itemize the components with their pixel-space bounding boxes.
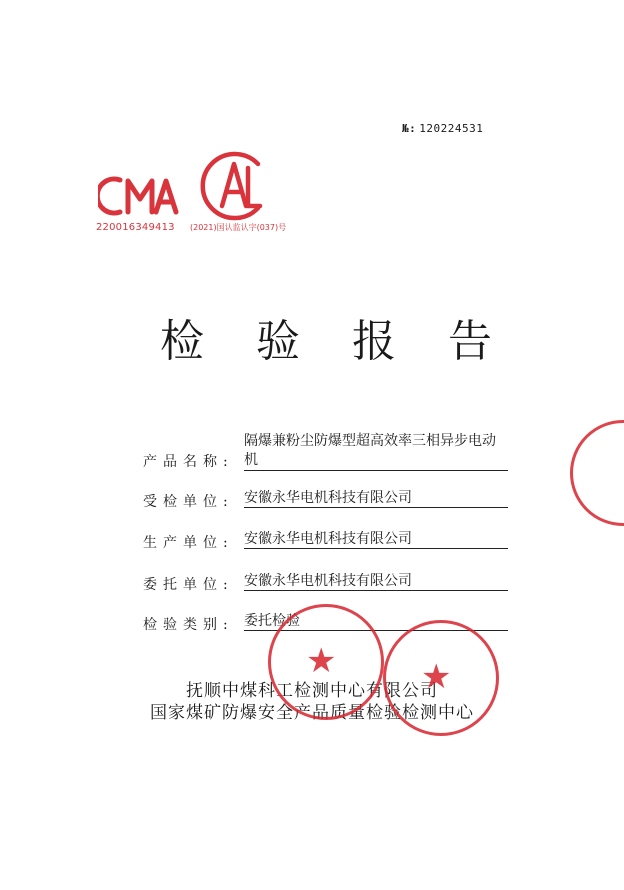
- field-label-inspection-type: 检验类别:: [143, 617, 234, 633]
- stamp-company-star-icon: ★: [306, 641, 337, 681]
- report-number-prefix: №:: [402, 122, 417, 135]
- report-number: [402, 122, 483, 135]
- report-number-value: 120224531: [419, 122, 484, 135]
- cma-certification-mark: [96, 172, 186, 242]
- field-label-inspected-unit: 受检单位:: [143, 494, 234, 510]
- issuer-company: 抚顺中煤科工检测中心有限公司: [186, 681, 438, 701]
- field-value-client: 安徽永华电机科技有限公司: [244, 572, 508, 591]
- edge-seal: [570, 420, 624, 530]
- field-value-inspected-unit: 安徽永华电机科技有限公司: [244, 489, 508, 508]
- field-value-product-name: 隔爆兼粉尘防爆型超高效率三相异步电动机: [244, 432, 508, 471]
- cal-number: (2021)国认监认字(037)号: [190, 223, 287, 232]
- field-label-manufacturer: 生产单位:: [143, 535, 234, 551]
- field-label-client: 委托单位:: [143, 577, 234, 593]
- field-label-product-name: 产品名称:: [143, 454, 234, 470]
- cal-logo-icon: [198, 150, 274, 222]
- field-value-manufacturer: 安徽永华电机科技有限公司: [244, 530, 508, 549]
- field-value-inspection-type: 委托检验: [244, 612, 508, 631]
- stamp-center-star-icon: ★: [421, 657, 452, 697]
- issuer-national-center: 国家煤矿防爆安全产品质量检验检测中心: [150, 703, 474, 723]
- edge-seal-ring: [570, 420, 624, 526]
- page-title: 检验报告: [160, 316, 544, 367]
- cal-certification-mark: [188, 150, 308, 240]
- cma-number: 220016349413: [96, 222, 175, 233]
- cma-logo-icon: [98, 172, 182, 220]
